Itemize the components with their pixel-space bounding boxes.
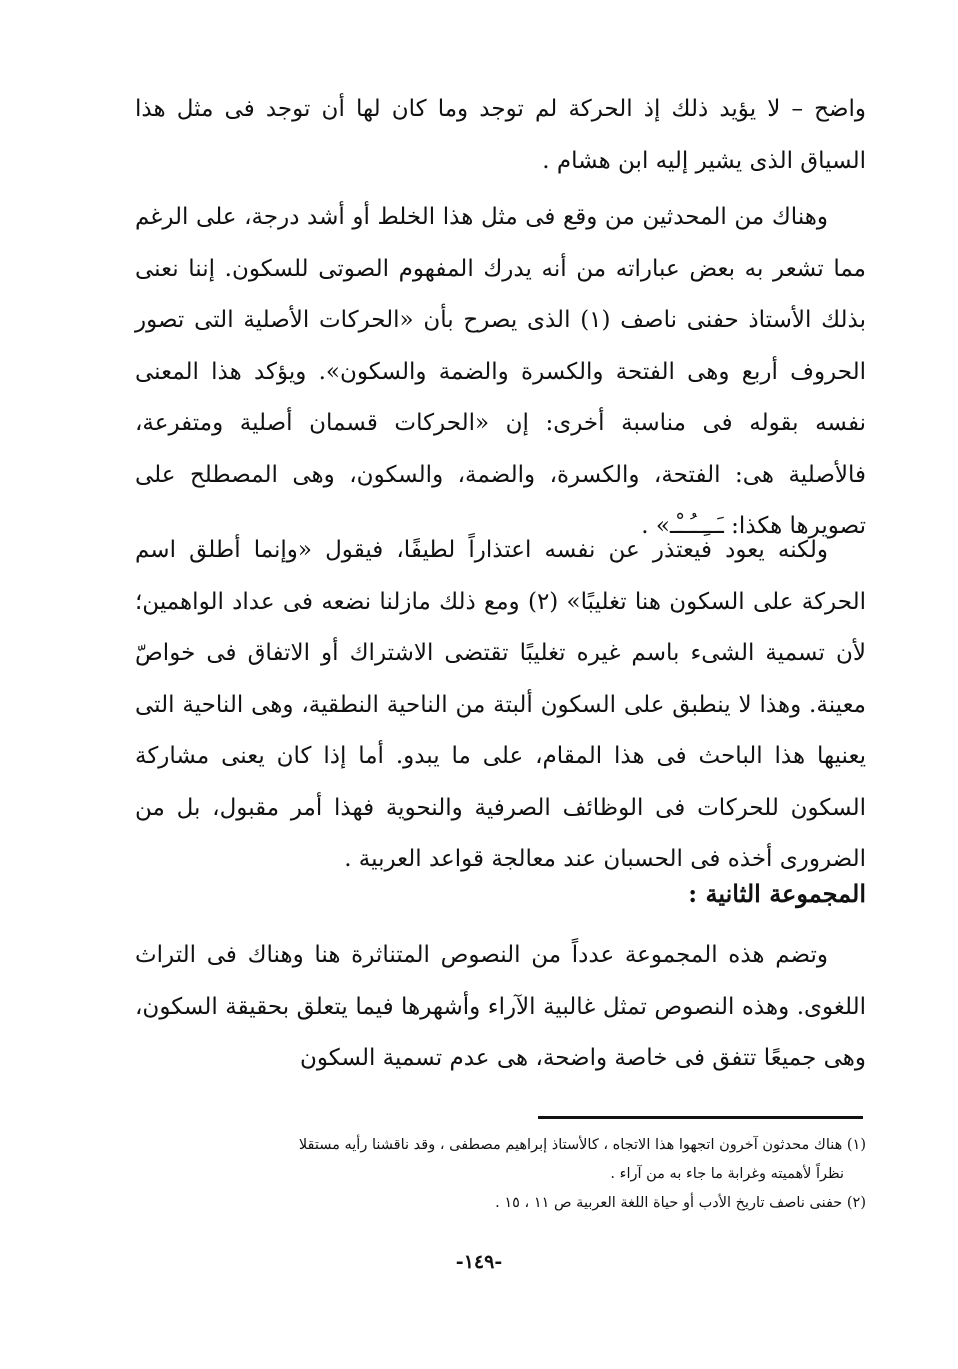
footnote-separator xyxy=(538,1116,863,1119)
paragraph-3 xyxy=(135,525,866,886)
paragraph-1 xyxy=(135,84,866,187)
paragraph-3-text: ولكنه يعود فيعتذر عن نفسه اعتذاراً لطيفًا، فيقول «وإنما أطلق اسم الحركة على السكون هنا تغليبًا» (٢) ومع ذلك مازلنا نضعه فى عداد الواهمين؛ لأن تسمية الشىء باسم غيره تغليبًا تقتضى الاشتراك أو الاتفاق فى خواصّ معينة. وهذا لا ينطبق على السكون ألبتة من الناحية النطقية، وهى الناحية التى يعنيها هذا الباحث فى هذا المقام، على ما يبدو. أما إذا كان يعنى مشاركة السكون للحركات فى الوظائف الصرفية والنحوية فهذا أمر مقبول، بل من الضرورى أخذه فى الحسبان عند معالجة قواعد العربية . xyxy=(135,537,866,872)
paragraph-4-text: وتضم هذه المجموعة عدداً من النصوص المتناثرة هنا وهناك فى التراث اللغوى. وهذه النصوص تمثل غالبية الآراء وأشهرها فيما يتعلق بحقيقة السكون، وهى جميعًا تتفق فى خاصة واضحة، هى عدم تسمية السكون xyxy=(135,942,866,1071)
paragraph-2 xyxy=(135,192,866,553)
paragraph-2-text: وهناك من المحدثين من وقع فى مثل هذا الخلط أو أشد درجة، على الرغم مما تشعر به بعض عباراته من أنه يدرك المفهوم الصوتى للسكون. إننا نعنى بذلك الأستاذ حفنى ناصف (١) الذى يصرح بأن «الحركات الأصلية التى تصور الحروف أربع وهى الفتحة والكسرة والضمة والسكون». ويؤكد هذا المعنى نفسه بقوله فى مناسبة أخرى: إن «الحركات قسمان أصلية ومتفرعة، فالأصلية هى: الفتحة، والكسرة، والضمة، والسكون، وهى المصطلح على تصويرها هكذا: ـَــِــُــْـ» . xyxy=(135,204,866,539)
footnotes xyxy=(148,1131,866,1218)
paragraph-1-text: واضح – لا يؤيد ذلك إذ الحركة لم توجد وما كان لها أن توجد فى مثل هذا السياق الذى يشير إليه ابن هشام . xyxy=(135,96,866,174)
footnote-1-line-1: (١) هناك محدثون آخرون اتجهوا هذا الاتجاه ، كالأستاذ إبراهيم مصطفى ، وقد ناقشنا رأيه مستقلا xyxy=(298,1137,866,1153)
paragraph-4 xyxy=(135,930,866,1085)
section-heading: المجموعة الثانية : xyxy=(688,879,866,908)
footnote-2: (٢) حفنى ناصف تاريخ الأدب أو حياة اللغة العربية ص ١١ ، ١٥ . xyxy=(495,1195,866,1211)
page-number: -١٤٩- xyxy=(455,1251,503,1273)
footnote-1-line-2: نظراً لأهميته وغرابة ما جاء به من آراء . xyxy=(610,1166,844,1182)
